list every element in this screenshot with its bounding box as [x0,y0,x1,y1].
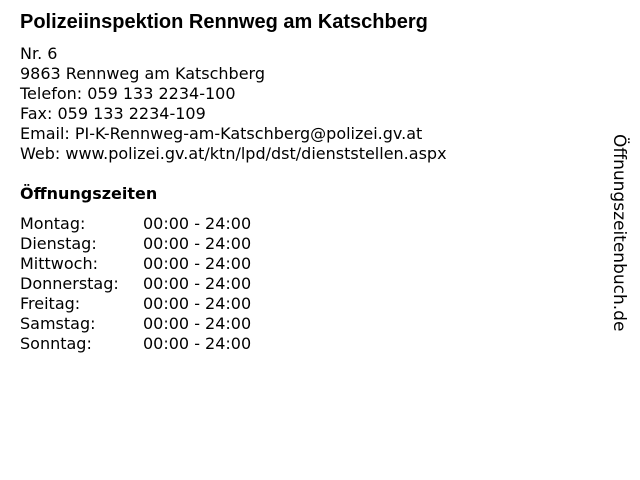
day-label: Donnerstag: [20,274,119,293]
fax-line: Fax: 059 133 2234-109 [20,104,206,123]
email-line: Email: PI-K-Rennweg-am-Katschberg@polizei.gv.at [20,124,423,143]
hours-row-saturday [20,314,600,334]
hours-row-tuesday [20,234,600,254]
address-city: 9863 Rennweg am Katschberg [20,64,265,83]
time-range: 00:00 - 24:00 [143,314,252,333]
time-range: 00:00 - 24:00 [143,234,252,253]
hours-row-friday [20,294,600,314]
time-range: 00:00 - 24:00 [143,214,252,233]
web-line: Web: www.polizei.gv.at/ktn/lpd/dst/dienststellen.aspx [20,144,447,163]
hours-row-sunday [20,334,600,354]
time-range: 00:00 - 24:00 [143,334,252,353]
opening-hours-table [20,214,600,354]
contact-block [20,44,600,164]
time-range: 00:00 - 24:00 [143,274,252,293]
brand-watermark: Öffnungszeitenbuch.de [609,134,629,332]
page-title: Polizeiinspektion Rennweg am Katschberg [20,11,428,33]
day-label: Samstag: [20,314,96,333]
hours-row-wednesday [20,254,600,274]
day-label: Dienstag: [20,234,97,253]
time-range: 00:00 - 24:00 [143,254,252,273]
time-range: 00:00 - 24:00 [143,294,252,313]
listing-card [20,10,600,354]
day-label: Mittwoch: [20,254,98,273]
day-label: Sonntag: [20,334,92,353]
hours-row-monday [20,214,600,234]
hours-row-thursday [20,274,600,294]
day-label: Montag: [20,214,86,233]
opening-hours-heading: Öffnungszeiten [20,184,158,203]
phone-line: Telefon: 059 133 2234-100 [20,84,236,103]
day-label: Freitag: [20,294,81,313]
address-street: Nr. 6 [20,44,58,63]
